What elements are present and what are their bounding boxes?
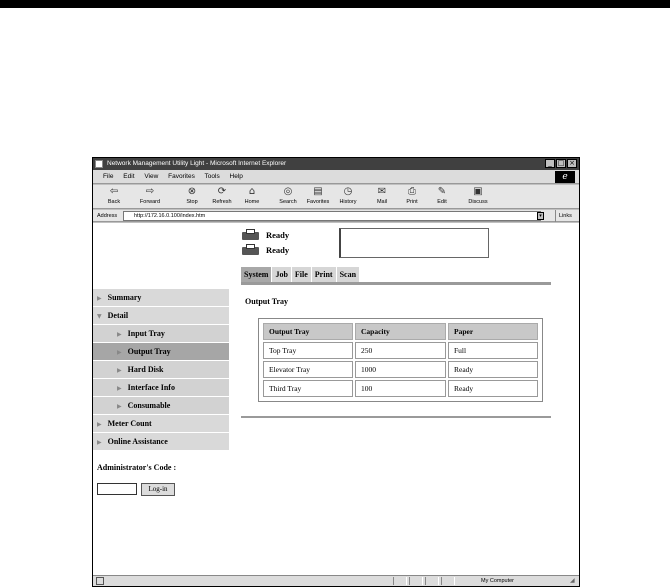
title-bar [93, 158, 579, 170]
toolbar [93, 185, 579, 209]
address-dropdown-icon[interactable]: ▾ [537, 212, 544, 220]
sidebar-item-online-assistance[interactable]: ▶ Online Assistance [93, 433, 229, 451]
menu-bar [93, 170, 579, 184]
status-message-panel [339, 228, 489, 258]
chevron-right-icon: ▶ [97, 295, 102, 302]
chevron-right-icon: ▶ [117, 331, 122, 338]
sidebar-item-output-tray[interactable]: ▶ Output Tray [93, 343, 229, 361]
tab-job[interactable]: Job [272, 267, 290, 282]
sidebar-item-hard-disk[interactable]: ▶ Hard Disk [93, 361, 229, 379]
chevron-right-icon: ▶ [117, 349, 122, 356]
status-segment [441, 577, 455, 585]
ie-app-icon [95, 160, 103, 168]
tab-divider [241, 282, 551, 285]
table-row [263, 380, 538, 397]
table-row [263, 342, 538, 359]
favorites-icon: ▤ [313, 186, 323, 197]
favorites-button[interactable]: ▤ Favorites [303, 186, 333, 208]
minimize-button[interactable]: _ [545, 159, 555, 168]
print-icon: ⎙ [408, 186, 416, 197]
admin-code-label: Administrator's Code : [97, 463, 177, 472]
stop-icon: ⊗ [187, 186, 197, 197]
top-rule [0, 0, 670, 8]
column-header: Capacity [355, 323, 446, 340]
table-cell: 250 [355, 342, 446, 359]
tab-system[interactable]: System [241, 267, 271, 282]
table-row [263, 361, 538, 378]
status-row [242, 228, 289, 242]
home-button[interactable]: ⌂ Home [237, 186, 267, 208]
chevron-right-icon: ▶ [117, 403, 122, 410]
history-button[interactable]: ◷ History [333, 186, 363, 208]
table-header-row [263, 323, 538, 340]
menu-favorites[interactable]: Favorites [168, 173, 195, 180]
forward-button[interactable]: ⇨ Forward [135, 186, 165, 208]
window-title: Network Management Utility Light - Microsoft Internet Explorer [107, 160, 287, 167]
sidebar-item-input-tray[interactable]: ▶ Input Tray [93, 325, 229, 343]
printer-icon [242, 229, 260, 241]
maximize-button[interactable]: □ [557, 159, 565, 167]
edit-button[interactable]: ✎ Edit [427, 186, 457, 208]
tab-scan[interactable]: Scan [337, 267, 359, 282]
table-cell: 100 [355, 380, 446, 397]
tab-print[interactable]: Print [312, 267, 336, 282]
table-cell: Ready [448, 361, 538, 378]
menu-help[interactable]: Help [229, 173, 243, 180]
sidebar-item-summary[interactable]: ▶ Summary [93, 289, 229, 307]
tab-file[interactable]: File [292, 267, 311, 282]
address-bar [93, 210, 579, 222]
links-button[interactable]: Links [555, 210, 572, 222]
column-header: Output Tray [263, 323, 353, 340]
printer-icon [242, 244, 260, 256]
table-cell: Elevator Tray [263, 361, 353, 378]
status-row [242, 243, 289, 257]
login-button[interactable]: Log-in [141, 483, 175, 496]
status-segment [393, 577, 407, 585]
output-tray-table [258, 318, 543, 402]
page-content [93, 223, 579, 575]
sidebar-item-detail[interactable]: ▼ Detail [93, 307, 229, 325]
chevron-right-icon: ▶ [117, 385, 122, 392]
resize-grip-icon[interactable]: ◢ [570, 578, 575, 584]
table-cell: 1000 [355, 361, 446, 378]
content-divider [241, 416, 551, 418]
status-text: Ready [266, 245, 290, 255]
tab-bar [241, 267, 360, 282]
close-button[interactable]: × [567, 159, 577, 168]
sidebar-item-interface-info[interactable]: ▶ Interface Info [93, 379, 229, 397]
print-button[interactable]: ⎙ Print [397, 186, 427, 208]
chevron-right-icon: ▶ [97, 439, 102, 446]
menu-file[interactable]: File [103, 173, 114, 180]
discuss-icon: ▣ [473, 186, 483, 197]
window-controls [545, 159, 577, 168]
browser-window [92, 157, 580, 587]
page-status-icon [96, 577, 104, 585]
status-segment [409, 577, 423, 585]
column-header: Paper [448, 323, 538, 340]
mail-button[interactable]: ✉ Mail [367, 186, 397, 208]
sidebar [93, 289, 229, 451]
sidebar-item-meter-count[interactable]: ▶ Meter Count [93, 415, 229, 433]
chevron-right-icon: ▶ [117, 367, 122, 374]
arrow-left-icon: ⇦ [109, 186, 119, 197]
chevron-down-icon: ▼ [97, 313, 102, 320]
discuss-button[interactable]: ▣ Discuss [463, 186, 493, 208]
ie-logo-icon: e [555, 171, 575, 183]
table-cell: Ready [448, 380, 538, 397]
history-icon: ◷ [343, 186, 353, 197]
search-icon: ◎ [283, 186, 293, 197]
device-status [242, 228, 489, 260]
status-segment [425, 577, 439, 585]
sidebar-item-consumable[interactable]: ▶ Consumable [93, 397, 229, 415]
edit-icon: ✎ [437, 186, 447, 197]
search-button[interactable]: ◎ Search [273, 186, 303, 208]
stop-button[interactable]: ⊗ Stop [177, 186, 207, 208]
back-button[interactable]: ⇦ Back [99, 186, 129, 208]
chevron-right-icon: ▶ [97, 421, 102, 428]
home-icon: ⌂ [248, 186, 256, 197]
refresh-icon: ⟳ [217, 186, 227, 197]
security-zone: My Computer [481, 578, 515, 584]
arrow-right-icon: ⇨ [145, 186, 155, 197]
mail-icon: ✉ [377, 186, 387, 197]
status-bar [93, 575, 579, 586]
address-label: Address [97, 213, 118, 219]
page-title: Output Tray [245, 297, 289, 306]
menu-tools[interactable]: Tools [204, 173, 220, 180]
menu-edit[interactable]: Edit [123, 173, 135, 180]
table-cell: Third Tray [263, 380, 353, 397]
refresh-button[interactable]: ⟳ Refresh [207, 186, 237, 208]
admin-code-input[interactable] [97, 483, 137, 495]
menu-view[interactable]: View [144, 173, 159, 180]
status-text: Ready [266, 230, 290, 240]
address-input[interactable]: http://172.16.0.100/index.htm [123, 211, 541, 221]
table-cell: Top Tray [263, 342, 353, 359]
table-cell: Full [448, 342, 538, 359]
